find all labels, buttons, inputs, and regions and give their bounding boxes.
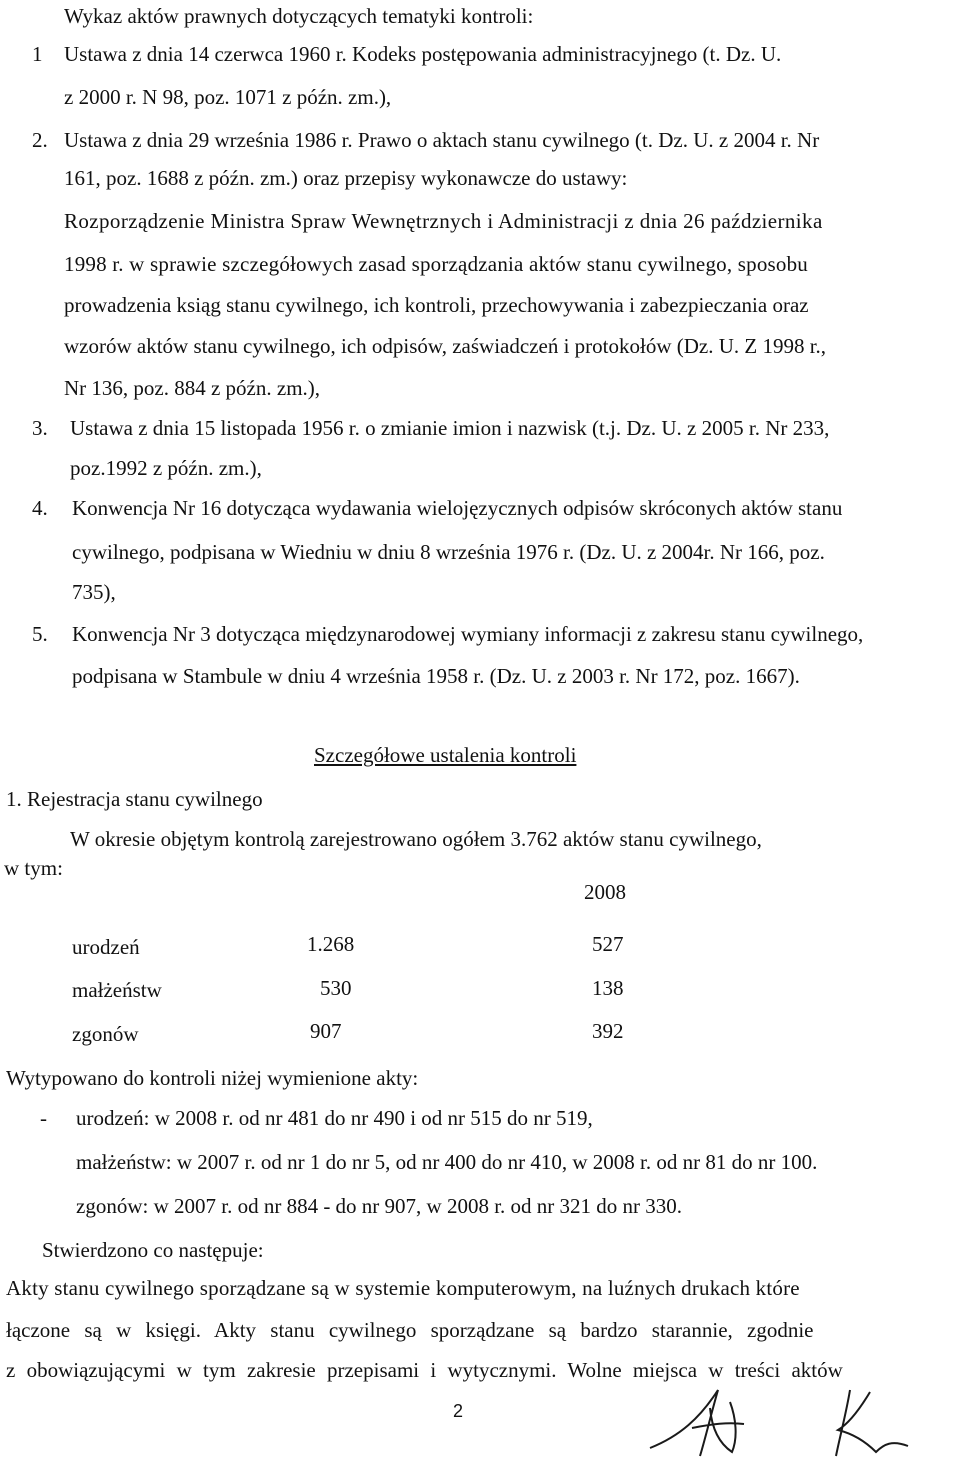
stats-total: 1.268 — [307, 932, 355, 956]
summary-line: W okresie objętym kontrolą zarejestrowano ogółem 3.762 aktów stanu cywilnego, — [70, 827, 762, 851]
act-line: prowadzenia ksiąg stanu cywilnego, ich kontroli, przechowywania i zabezpieczania oraz — [64, 293, 809, 317]
findings-intro: Stwierdzono co następuje: — [42, 1238, 264, 1262]
selected-item: urodzeń: w 2008 r. od nr 481 do nr 490 i od nr 515 do nr 519, — [76, 1106, 593, 1130]
selected-item: zgonów: w 2007 r. od nr 884 - do nr 907, w 2008 r. od nr 321 do nr 330. — [76, 1194, 683, 1218]
intro-heading: Wykaz aktów prawnych dotyczących tematyki kontroli: — [64, 4, 534, 28]
act-line: Nr 136, poz. 884 z późn. zm.), — [64, 376, 321, 400]
selected-item: małżeństw: w 2007 r. od nr 1 do nr 5, od nr 400 do nr 410, w 2008 r. od nr 81 do nr 100. — [76, 1150, 818, 1174]
act-line: cywilnego, podpisana w Wiedniu w dniu 8 września 1976 r. (Dz. U. z 2004r. Nr 166, poz. — [72, 540, 825, 564]
act-line: z 2000 r. N 98, poz. 1071 z późn. zm.), — [64, 85, 392, 109]
act-line: Ustawa z dnia 29 września 1986 r. Prawo o aktach stanu cywilnego (t. Dz. U. z 2004 r. Nr — [64, 128, 820, 152]
act-number: 2. — [32, 128, 48, 152]
act-number: 1 — [32, 42, 43, 66]
selected-intro: Wytypowano do kontroli niżej wymienione akty: — [6, 1066, 419, 1090]
handwritten-signature-icon — [640, 1378, 950, 1464]
page-number: 2 — [453, 1401, 464, 1421]
act-line: 161, poz. 1688 z późn. zm.) oraz przepisy wykonawcze do ustawy: — [64, 166, 628, 190]
act-number: 5. — [32, 622, 48, 646]
stats-label: zgonów — [72, 1022, 139, 1046]
act-line: Konwencja Nr 3 dotycząca międzynarodowej wymiany informacji z zakresu stanu cywilnego, — [72, 622, 864, 646]
summary-line: w tym: — [4, 856, 63, 880]
stats-2008: 392 — [592, 1019, 624, 1043]
act-line: 735), — [72, 580, 116, 604]
stats-label: urodzeń — [72, 935, 140, 959]
act-number: 3. — [32, 416, 48, 440]
act-line: 1998 r. w sprawie szczegółowych zasad sporządzania aktów stanu cywilnego, sposobu — [64, 252, 808, 276]
stats-2008: 527 — [592, 932, 624, 956]
act-line: podpisana w Stambule w dniu 4 września 1958 r. (Dz. U. z 2003 r. Nr 172, poz. 1667). — [72, 664, 800, 688]
year-header: 2008 — [584, 880, 626, 904]
act-line: poz.1992 z późn. zm.), — [70, 456, 262, 480]
act-line: wzorów aktów stanu cywilnego, ich odpisów, zaświadczeń i protokołów (Dz. U. Z 1998 r., — [64, 334, 827, 358]
findings-line: łączone są w księgi. Akty stanu cywilnego sporządzane są bardzo starannie, zgodnie — [6, 1318, 814, 1342]
stats-2008: 138 — [592, 976, 624, 1000]
act-line: Rozporządzenie Ministra Spraw Wewnętrznych i Administracji z dnia 26 października — [64, 209, 823, 233]
act-line: Ustawa z dnia 14 czerwca 1960 r. Kodeks postępowania administracyjnego (t. Dz. U. — [64, 42, 782, 66]
act-line: Ustawa z dnia 15 listopada 1956 r. o zmianie imion i nazwisk (t.j. Dz. U. z 2005 r. Nr 233, — [70, 416, 830, 440]
stats-total: 530 — [320, 976, 352, 1000]
stats-total: 907 — [310, 1019, 342, 1043]
act-line: Konwencja Nr 16 dotycząca wydawania wielojęzycznych odpisów skróconych aktów stanu — [72, 496, 843, 520]
act-number: 4. — [32, 496, 48, 520]
findings-line: z obowiązującymi w tym zakresie przepisami i wytycznymi. Wolne miejsca w treści aktów — [6, 1358, 843, 1382]
subsection-title: 1. Rejestracja stanu cywilnego — [6, 787, 263, 811]
stats-label: małżeństw — [72, 978, 162, 1002]
list-dash: - — [40, 1106, 47, 1130]
findings-line: Akty stanu cywilnego sporządzane są w systemie komputerowym, na luźnych drukach które — [6, 1276, 800, 1300]
section-title: Szczegółowe ustalenia kontroli — [314, 743, 577, 767]
